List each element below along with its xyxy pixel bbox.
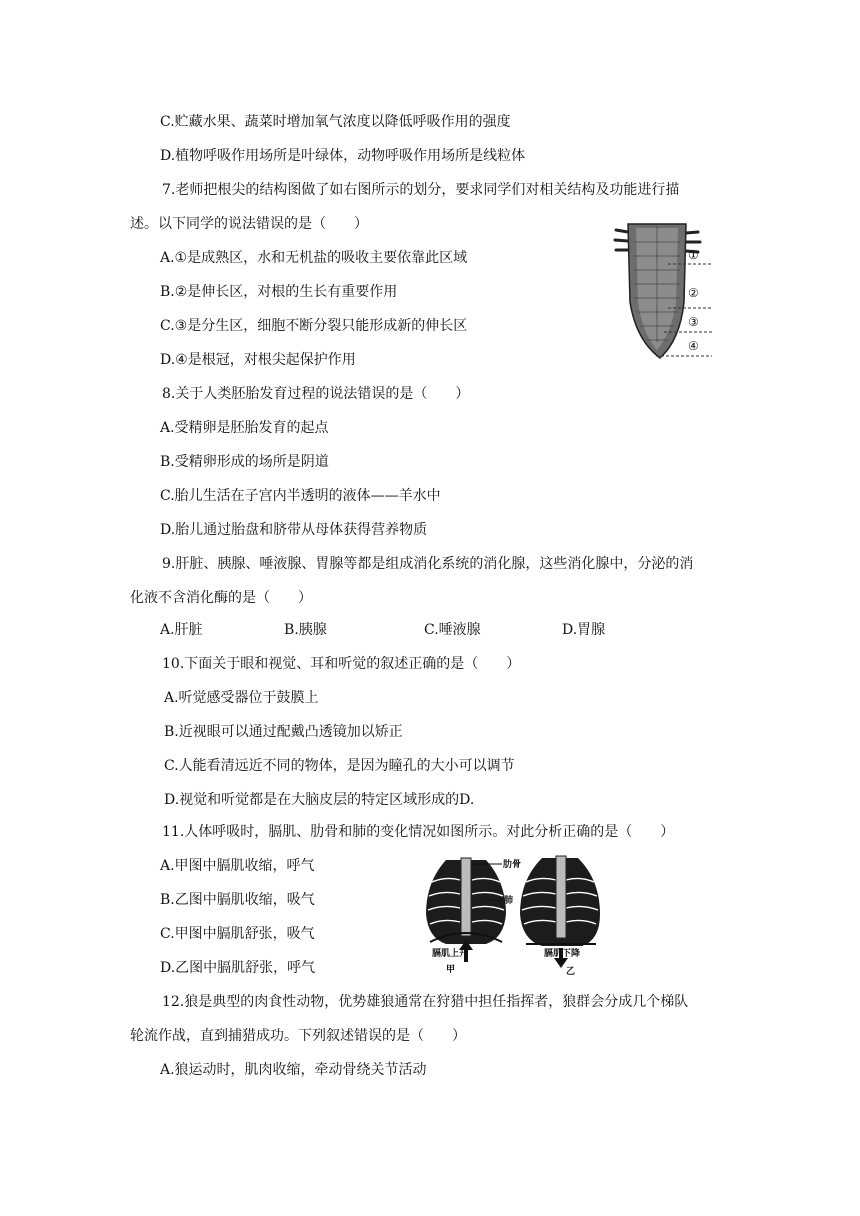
label-jia: 甲 [446,965,456,975]
q11-option-a: A.甲图中膈肌收缩，呼气 [160,858,315,874]
q7-option-c: C.③是分生区，细胞不断分裂只能形成新的伸长区 [160,318,468,334]
q8-stem: 8.关于人类胚胎发育过程的说法错误的是（ ） [162,386,470,402]
q9-option-d: D.胃腺 [562,622,606,638]
q6-option-d: D.植物呼吸作用场所是叶绿体，动物呼吸作用场所是线粒体 [160,148,526,164]
q12-option-a: A.狼运动时，肌肉收缩，牵动骨绕关节活动 [160,1062,427,1078]
root-label-2: ② [688,286,699,300]
q10-option-b: B.近视眼可以通过配戴凸透镜加以矫正 [164,724,403,740]
label-diaphragm-down: 膈肌下降 [544,949,581,959]
ribcage-jia [426,858,506,962]
q7-option-a: A.①是成熟区，水和无机盐的吸收主要依靠此区域 [160,250,468,266]
q9-option-a: A.肝脏 [160,622,203,638]
q10-option-a: A.听觉感受器位于鼓膜上 [164,690,319,706]
q9-stem-line2: 化液不含消化酶的是（ ） [130,590,312,606]
q8-option-a: A.受精卵是胚胎发育的起点 [160,420,329,436]
q11-option-c: C.甲图中膈肌舒张，吸气 [160,926,315,942]
q7-option-d: D.④是根冠，对根尖起保护作用 [160,352,356,368]
q8-option-d: D.胎儿通过胎盘和脐带从母体获得营养物质 [160,522,428,538]
q9-stem-line1: 9.肝脏、胰腺、唾液腺、胃腺等都是组成消化系统的消化腺，这些消化腺中，分泌的消 [162,556,694,572]
root-label-4: ④ [688,339,699,353]
q11-option-d: D.乙图中膈肌舒张，呼气 [160,960,316,976]
q12-stem-line2: 轮流作战，直到捕猎成功。下列叙述错误的是（ ） [130,1028,466,1044]
q9-option-c: C.唾液腺 [424,622,481,638]
breathing-figure [416,852,602,976]
q8-option-c: C.胎儿生活在子宫内半透明的液体——羊水中 [160,488,441,504]
label-yi: 乙 [566,967,576,976]
label-rib: 肋骨 [503,860,522,870]
q11-stem: 11.人体呼吸时，膈肌、肋骨和肺的变化情况如图所示。对此分析正确的是（ ） [162,824,675,840]
label-diaphragm-up: 膈肌上升 [432,949,469,959]
q10-stem: 10.下面关于眼和视觉、耳和听觉的叙述正确的是（ ） [162,656,521,672]
root-label-1: ① [688,248,699,262]
q6-option-c: C.贮藏水果、蔬菜时增加氧气浓度以降低呼吸作用的强度 [160,114,511,130]
breathing-drawing [416,852,602,976]
q9-option-b: B.胰腺 [284,622,327,638]
q10-option-d: D.视觉和听觉都是在大脑皮层的特定区域形成的D. [164,792,475,808]
q12-stem-line1: 12.狼是典型的肉食性动物，优势雄狼通常在狩猎中担任指挥者，狼群会分成几个梯队 [162,994,689,1010]
root-label-3: ③ [688,315,699,329]
q7-stem-line2: 述。以下同学的说法错误的是（ ） [130,216,368,232]
q7-option-b: B.②是伸长区，对根的生长有重要作用 [160,284,398,300]
root-tip-figure [612,222,714,362]
q10-option-c: C.人能看清远近不同的物体，是因为瞳孔的大小可以调节 [164,758,515,774]
root-tip-drawing [612,222,714,362]
q7-stem-line1: 7.老师把根尖的结构图做了如右图所示的划分，要求同学们对相关结构及功能进行描 [162,182,680,198]
q8-option-b: B.受精卵形成的场所是阴道 [160,454,329,470]
label-lung: 肺 [504,896,514,906]
q11-option-b: B.乙图中膈肌收缩，吸气 [160,892,315,908]
